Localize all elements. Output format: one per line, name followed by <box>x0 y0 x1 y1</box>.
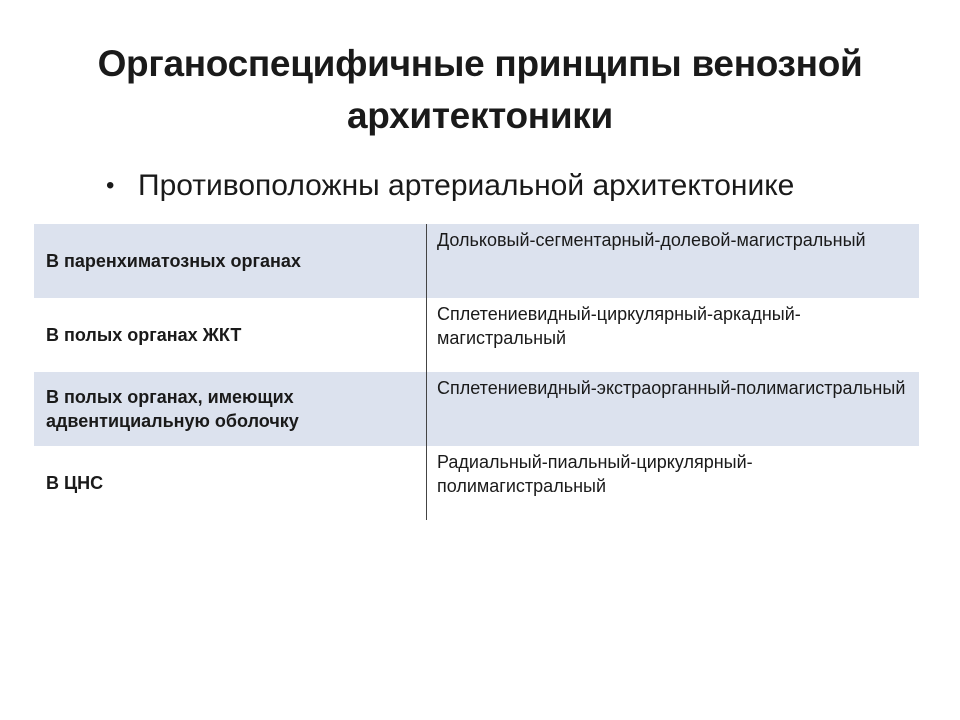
slide-title: Органоспецифичные принципы венозной архитектоники <box>97 43 863 136</box>
table-row <box>34 298 919 372</box>
organ-cell: В ЦНС <box>34 446 427 520</box>
table-row <box>34 446 919 520</box>
type-cell: Сплетениевидный-экстраорганный-полимагистральный <box>437 378 906 398</box>
bullet-dot-icon: • <box>106 172 115 199</box>
table-row <box>34 372 919 446</box>
bullet-text: Противоположны артериальной архитектонике <box>138 169 795 202</box>
type-cell: Сплетениевидный-циркулярный-аркадный-магистральный <box>437 304 801 348</box>
organ-cell: В полых органах, имеющих адвентициальную оболочку <box>34 372 427 446</box>
table-row <box>34 224 919 298</box>
organ-cell: В полых органах ЖКТ <box>34 298 427 372</box>
organ-cell: В паренхиматозных органах <box>34 224 427 298</box>
type-cell: Дольковый-сегментарный-долевой-магистральный <box>437 230 866 250</box>
bullet-item <box>106 164 926 208</box>
type-cell: Радиальный-пиальный-циркулярный-полимагистральный <box>437 452 753 496</box>
venous-architecture-table <box>34 224 919 520</box>
